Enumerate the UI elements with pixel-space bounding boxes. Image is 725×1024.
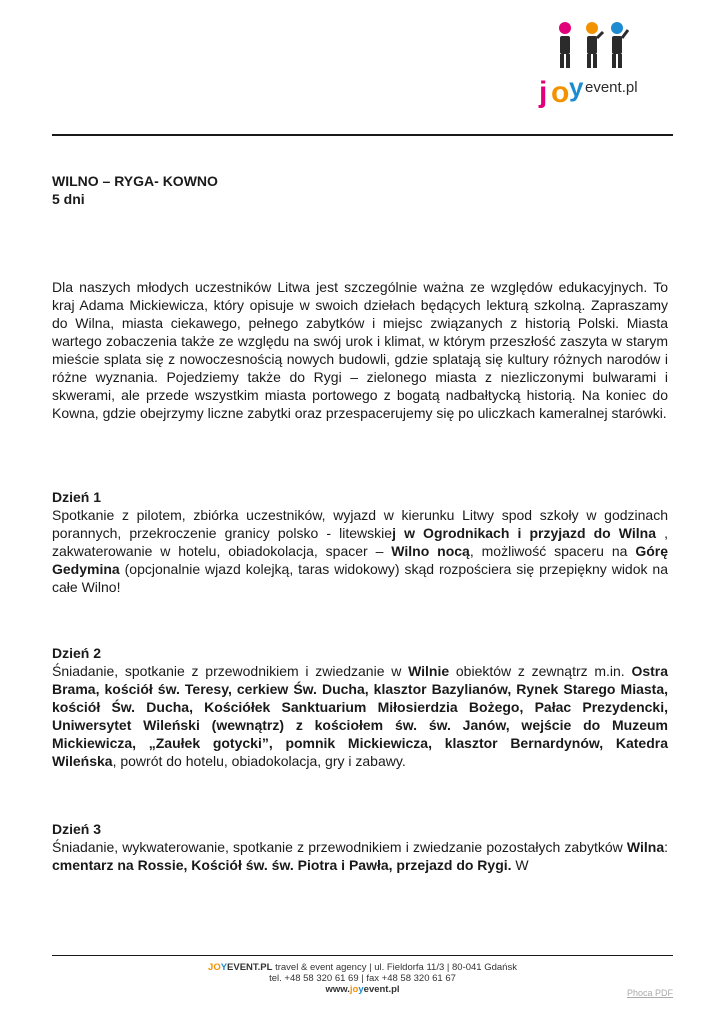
svg-text:j: j	[539, 76, 548, 109]
title-line1: WILNO – RYGA- KOWNO	[52, 173, 218, 189]
logo-graphic	[535, 18, 655, 110]
day-2-heading: Dzień 2	[52, 645, 102, 661]
day-2-text: Śniadanie, spotkanie z przewodnikiem i zwiedzanie w Wilnie obiektów z zewnątrz m.in. Ostra Brama, kościół św. Teresy, cerkiew Św. Ducha, klasztor Bazylianów, Rynek Starego Miasta, kościół Św. Ducha, Kościółek Sanktuarium Miłosierdzia Bożego, Pałac Prezydencki, Uniwersytet Wileński (wewnątrz) z kościołem św. św. Janów, wejście do Muzeum Mickiewicza, „Zaułek gotycki”, pomnik Mickiewicza, klasztor Bernardynów, Katedra Wileńska, powrót do hotelu, obiadokolacja, gry i zabawy.	[52, 663, 669, 769]
svg-text:event.pl: event.pl	[585, 79, 638, 96]
intro-paragraph: Dla naszych młodych uczestników Litwa jest szczególnie ważna ze względów edukacyjnych. To kraj Adama Mickiewicza, który opisuje w swoich dziełach będących lekturą szkolną. Zapraszamy do Wilna, miasta ciekawego, pełnego zabytków i miejsc związanych z historią Polski. Miasta wartego zobaczenia także ze względu na swój urok i klimat, w którym przeszłość zaszyta w starym mieście splata się z nowoczesnością nowych budowli, gdzie splatają się kultury różnych narodów i różne wyznania. Pojedziemy także do Rygi – zielonego miasta z niezliczonymi bulwarami i skwerami, ale przede wszystkim miasta portowego z bogatą nadbałtycką historią. Na koniec do Kowna, gdzie obejrzymy liczne zabytki oraz przespacerujemy się po uliczkach kameralnej starówki.	[52, 279, 668, 421]
joyevent-logo	[535, 18, 655, 110]
day-1-heading: Dzień 1	[52, 489, 102, 505]
intro-paragraph-block	[52, 278, 668, 422]
page-footer	[0, 962, 725, 995]
footer-line2: tel. +48 58 320 61 69 | fax +48 58 320 61 67	[269, 973, 456, 984]
title-line2: 5 dni	[52, 191, 85, 207]
svg-text:o: o	[551, 76, 570, 109]
document-title	[52, 172, 668, 208]
day-1-section	[52, 488, 668, 596]
day-3-text: Śniadanie, wykwaterowanie, spotkanie z przewodnikiem i zwiedzanie pozostałych zabytków Wilna: cmentarz na Rossie, Kościół św. św. Piotra i Pawła, przejazd do Rygi. W	[52, 839, 668, 873]
svg-text:y: y	[569, 72, 584, 102]
footer-website-link[interactable]: www.joyevent.pl	[325, 984, 400, 995]
footer-divider	[52, 955, 673, 956]
day-1-text: Spotkanie z pilotem, zbiórka uczestników, wyjazd w kierunku Litwy spod szkoły w godzinach porannych, przekroczenie granicy polsko - litewskiej w Ogrodnikach i przyjazd do Wilna , zakwaterowanie w hotelu, obiadokolacja, spacer – Wilno nocą, możliwość spaceru na Górę Gedymina (opcjonalnie wjazd kolejką, taras widokowy) skąd rozpościera się przepiękny widok na całe Wilno!	[52, 507, 668, 595]
header-divider	[52, 134, 673, 136]
footer-brand: JOYEVENT.PL	[208, 962, 273, 973]
day-3-section	[52, 820, 668, 874]
phoca-pdf-link[interactable]: Phoca PDF	[626, 988, 673, 998]
day-3-heading: Dzień 3	[52, 821, 102, 837]
footer-line1: JOYEVENT.PL travel & event agency | ul. Fieldorfa 11/3 | 80-041 Gdańsk	[208, 962, 517, 973]
day-2-section	[52, 644, 668, 770]
